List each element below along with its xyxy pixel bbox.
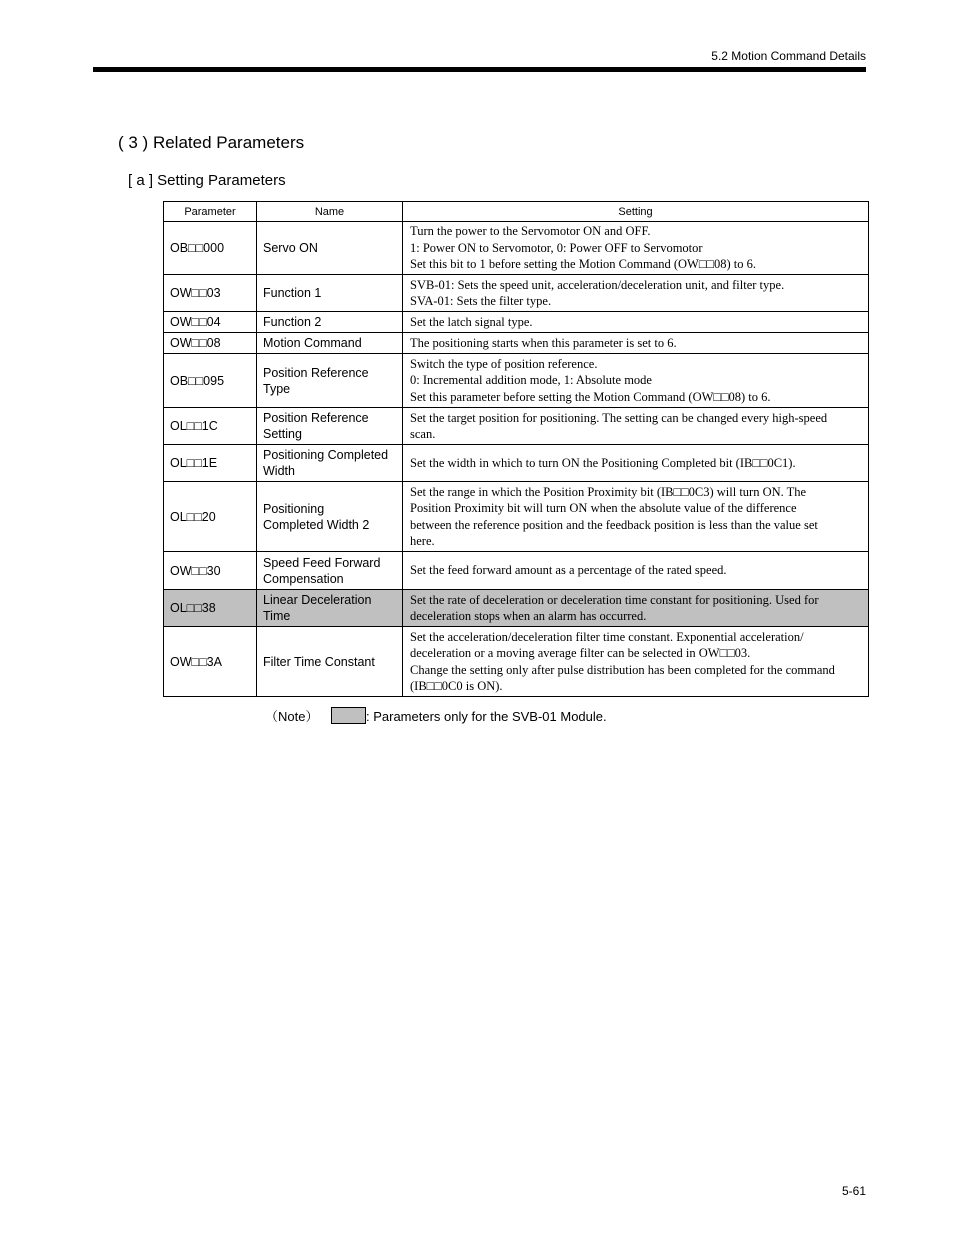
- table-row: [164, 222, 869, 275]
- table-row: [164, 354, 869, 408]
- parameter-cell: OB□□000: [164, 222, 257, 275]
- name-line: Function 1: [263, 286, 322, 300]
- setting-cell: [403, 482, 869, 552]
- name-cell: [257, 354, 403, 408]
- name-line: Type: [263, 381, 291, 396]
- setting-cell: [403, 445, 869, 482]
- setting-cell: [403, 408, 869, 445]
- parameter-cell: OL□□38: [164, 590, 257, 627]
- table-row: [164, 552, 869, 590]
- parameter-cell: OB□□095: [164, 354, 257, 408]
- name-cell: [257, 333, 403, 354]
- setting-line: Set the target position for positioning. The setting can be changed every high-speed: [410, 410, 828, 425]
- name-cell: [257, 482, 403, 552]
- running-header: 5.2 Motion Command Details: [711, 49, 866, 63]
- setting-cell: [403, 590, 869, 627]
- name-line: Servo ON: [263, 241, 318, 255]
- setting-line: 1: Power ON to Servomotor, 0: Power OFF to Servomotor: [410, 240, 703, 255]
- setting-line: here.: [410, 534, 435, 548]
- table-row: [164, 333, 869, 354]
- setting-cell: [403, 354, 869, 408]
- column-header-parameter: Parameter: [164, 202, 257, 222]
- setting-cell: [403, 333, 869, 354]
- setting-line: Set the rate of deceleration or deceleration time constant for positioning. Used for: [410, 592, 819, 607]
- name-cell: [257, 552, 403, 590]
- parameter-cell: OL□□1E: [164, 445, 257, 482]
- name-cell: [257, 275, 403, 312]
- name-line: Positioning: [263, 501, 325, 516]
- name-line: Function 2: [263, 315, 322, 329]
- setting-line: Set the latch signal type.: [410, 314, 533, 329]
- name-line: Speed Feed Forward: [263, 555, 381, 570]
- name-line: Compensation: [263, 571, 344, 586]
- name-line: Setting: [263, 427, 302, 441]
- note: [265, 706, 607, 725]
- setting-cell: [403, 275, 869, 312]
- table-body: [164, 222, 869, 697]
- note-text: : Parameters only for the SVB-01 Module.: [366, 709, 607, 724]
- column-header-name: Name: [257, 202, 403, 222]
- table-row: [164, 482, 869, 552]
- name-line: Time: [263, 609, 291, 623]
- table-header-row: [164, 202, 869, 222]
- name-line: Motion Command: [263, 336, 362, 350]
- parameters-table: [163, 201, 869, 697]
- setting-line: Set the acceleration/deceleration filter time constant. Exponential acceleration/: [410, 629, 804, 644]
- setting-line: deceleration or a moving average filter can be selected in OW□□03.: [410, 646, 751, 660]
- section-title: ( 3 ) Related Parameters: [118, 133, 305, 152]
- name-line: Width: [263, 464, 295, 478]
- parameter-cell: OW□□03: [164, 275, 257, 312]
- setting-line: scan.: [410, 427, 436, 441]
- parameter-cell: OW□□30: [164, 552, 257, 590]
- setting-cell: [403, 312, 869, 333]
- name-cell: [257, 408, 403, 445]
- parameter-cell: OW□□3A: [164, 627, 257, 697]
- name-line: Completed Width 2: [263, 517, 370, 532]
- setting-line: between the reference position and the feedback position is less than the value set: [410, 517, 818, 532]
- name-cell: [257, 312, 403, 333]
- parameter-cell: OL□□20: [164, 482, 257, 552]
- name-line: Linear Deceleration: [263, 593, 372, 607]
- setting-line: Turn the power to the Servomotor ON and OFF.: [410, 224, 651, 239]
- setting-line: The positioning starts when this parameter is set to 6.: [410, 335, 677, 350]
- setting-line: SVB-01: Sets the speed unit, acceleration/deceleration unit, and filter type.: [410, 277, 785, 292]
- column-header-setting: Setting: [403, 202, 869, 222]
- name-cell: [257, 222, 403, 275]
- setting-line: Switch the type of position reference.: [410, 356, 598, 371]
- setting-line: Set the range in which the Position Proximity bit (IB□□0C3) will turn ON. The: [410, 484, 807, 499]
- setting-line: Set the width in which to turn ON the Positioning Completed bit (IB□□0C1).: [410, 455, 796, 470]
- page-number: 5-61: [841, 1184, 866, 1198]
- table-row: [164, 312, 869, 333]
- parameter-cell: OW□□08: [164, 333, 257, 354]
- setting-line: (IB□□0C0 is ON).: [410, 679, 503, 693]
- name-line: Positioning Completed: [263, 448, 389, 462]
- setting-cell: [403, 627, 869, 697]
- name-cell: [257, 445, 403, 482]
- name-line: Filter Time Constant: [263, 654, 375, 669]
- note-shade-swatch: [331, 707, 366, 724]
- name-line: Position Reference: [263, 365, 369, 380]
- name-cell: [257, 590, 403, 627]
- setting-line: Position Proximity bit will turn ON when the absolute value of the difference: [410, 501, 797, 515]
- setting-cell: [403, 552, 869, 590]
- note-label: （Note）: [265, 709, 319, 724]
- parameter-cell: OL□□1C: [164, 408, 257, 445]
- setting-line: 0: Incremental addition mode, 1: Absolute mode: [410, 373, 652, 388]
- setting-line: Set the feed forward amount as a percentage of the rated speed.: [410, 563, 727, 578]
- setting-line: Set this parameter before setting the Motion Command (OW□□08) to 6.: [410, 389, 771, 404]
- setting-line: SVA-01: Sets the filter type.: [410, 294, 552, 308]
- header-rule: [93, 67, 866, 72]
- name-line: Position Reference: [263, 411, 369, 425]
- subsection-title: [ a ] Setting Parameters: [128, 172, 286, 189]
- setting-line: deceleration stops when an alarm has occurred.: [410, 609, 647, 623]
- table-row: [164, 408, 869, 445]
- setting-line: Set this bit to 1 before setting the Motion Command (OW□□08) to 6.: [410, 257, 756, 272]
- table-row: [164, 590, 869, 627]
- parameter-cell: OW□□04: [164, 312, 257, 333]
- table-row: [164, 627, 869, 697]
- table-row: [164, 445, 869, 482]
- setting-cell: [403, 222, 869, 275]
- table-row: [164, 275, 869, 312]
- name-cell: [257, 627, 403, 697]
- setting-line: Change the setting only after pulse distribution has been completed for the command: [410, 662, 835, 677]
